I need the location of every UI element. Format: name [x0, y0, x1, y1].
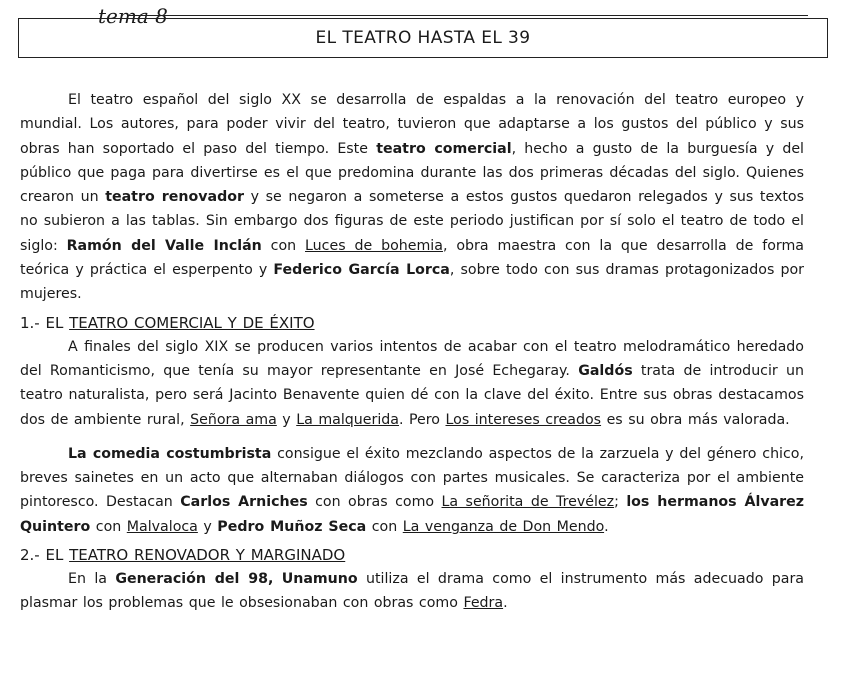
intro-text-6: , sobre todo con sus dramas protagonizados por mujeres. — [20, 262, 804, 303]
section-2-number: 2.- EL — [20, 546, 70, 565]
p3-text-4: con — [90, 518, 127, 535]
topic-number: tema 8 — [98, 4, 168, 28]
p3-text-1: consigue el éxito mezclando aspectos de la zarzuela y del género chico, breves sainetes en un acto que alternaban diálogos con partes musicales. Se caracteriza por el ambiente pintoresco. Destacan — [20, 445, 804, 511]
author-alvarez-quintero: los hermanos Álvarez Quintero — [20, 494, 805, 535]
author-valle-inclan: Ramón del Valle Inclán — [66, 237, 262, 254]
p3-text-3: ; — [614, 494, 627, 511]
work-los-intereses-creados: Los intereses creados — [445, 411, 602, 428]
author-carlos-arniches: Carlos Arniches — [180, 494, 308, 511]
paragraph-3 — [20, 442, 804, 539]
intro-text-2: , hecho a gusto de la burguesía y del público que paga para divertirse es el que predomina durante las dos primeras décadas del siglo. Quienes crearon un — [20, 140, 804, 206]
term-teatro-renovador: teatro renovador — [105, 189, 244, 206]
p3-text-7: . — [604, 518, 609, 535]
p2-text-3: y — [276, 411, 297, 428]
term-generacion-98: Generación del 98, — [115, 571, 274, 588]
term-teatro-comercial: teatro comercial — [376, 140, 512, 157]
title-box — [18, 18, 828, 58]
p2-text-5: es su obra más valorada. — [601, 411, 790, 428]
paragraph-2 — [20, 335, 804, 432]
term-comedia-costumbrista: La comedia costumbrista — [68, 445, 272, 462]
p4-text-1: En la — [68, 571, 116, 588]
work-senora-ama: Señora ama — [190, 411, 277, 428]
work-luces-de-bohemia: Luces de bohemia — [305, 237, 443, 254]
author-galdos: Galdós — [578, 362, 633, 379]
intro-paragraph — [20, 88, 804, 307]
author-munoz-seca: Pedro Muñoz Seca — [217, 518, 367, 535]
author-unamuno: Unamuno — [281, 571, 358, 588]
work-fedra: Fedra — [463, 595, 504, 612]
document-body — [20, 88, 804, 616]
intro-text-4: con — [261, 237, 306, 254]
author-garcia-lorca: Federico García Lorca — [273, 262, 450, 279]
p3-text-5: y — [197, 518, 218, 535]
section-1-title: TEATRO COMERCIAL Y DE ÉXITO — [69, 313, 315, 332]
intro-text-1: El teatro español del siglo XX se desarrolla de espaldas a la renovación del teatro europeo y mundial. Los autores, para poder vivir del teatro, tuvieron que adaptarse a los gustos del público y sus obras han soportado el paso del tiempo. Este — [20, 92, 804, 157]
work-la-malquerida: La malquerida — [296, 411, 399, 428]
top-rule — [128, 15, 808, 16]
intro-text-3: y se negaron a someterse a estos gustos quedaron relegados y sus textos no subieron a las tablas. Sin embargo dos figuras de este periodo justifican por sí solo el teatro de todo el siglo: — [20, 189, 804, 254]
intro-text-5: , obra maestra con la que desarrolla de forma teórica y práctica el esperpento y — [20, 237, 804, 279]
paragraph-4 — [20, 567, 804, 616]
p2-text-2: trata de introducir un teatro naturalista, pero será Jacinto Benavente quien dé con la clave del éxito. Entre sus obras destacamos dos de ambiente rural, — [20, 362, 804, 428]
p2-text-1: A finales del siglo XIX se producen varios intentos de acabar con el teatro melodramático heredado del Romanticismo, que tenía su mayor representante en José Echegaray. — [20, 338, 804, 379]
section-2-heading — [20, 539, 804, 567]
page-title: EL TEATRO HASTA EL 39 — [315, 28, 531, 48]
p3-text-2: con obras como — [307, 494, 442, 511]
p2-text-4: . Pero — [398, 411, 446, 428]
work-la-venganza-de-don-mendo: La venganza de Don Mendo — [402, 518, 605, 535]
p3-text-6: con — [366, 518, 403, 535]
p4-text-3: utiliza el drama como el instrumento más adecuado para plasmar los problemas que le obsesionaban con obras como — [20, 571, 804, 612]
section-2-title: TEATRO RENOVADOR Y MARGINADO — [69, 546, 346, 565]
p4-text-4: . — [503, 595, 508, 612]
work-malvaloca: Malvaloca — [126, 518, 198, 535]
p4-text-2 — [273, 571, 281, 587]
section-1-number: 1.- EL — [20, 313, 70, 332]
work-la-senorita-de-trevelez: La señorita de Trevélez — [441, 494, 615, 511]
section-1-heading — [20, 307, 804, 335]
